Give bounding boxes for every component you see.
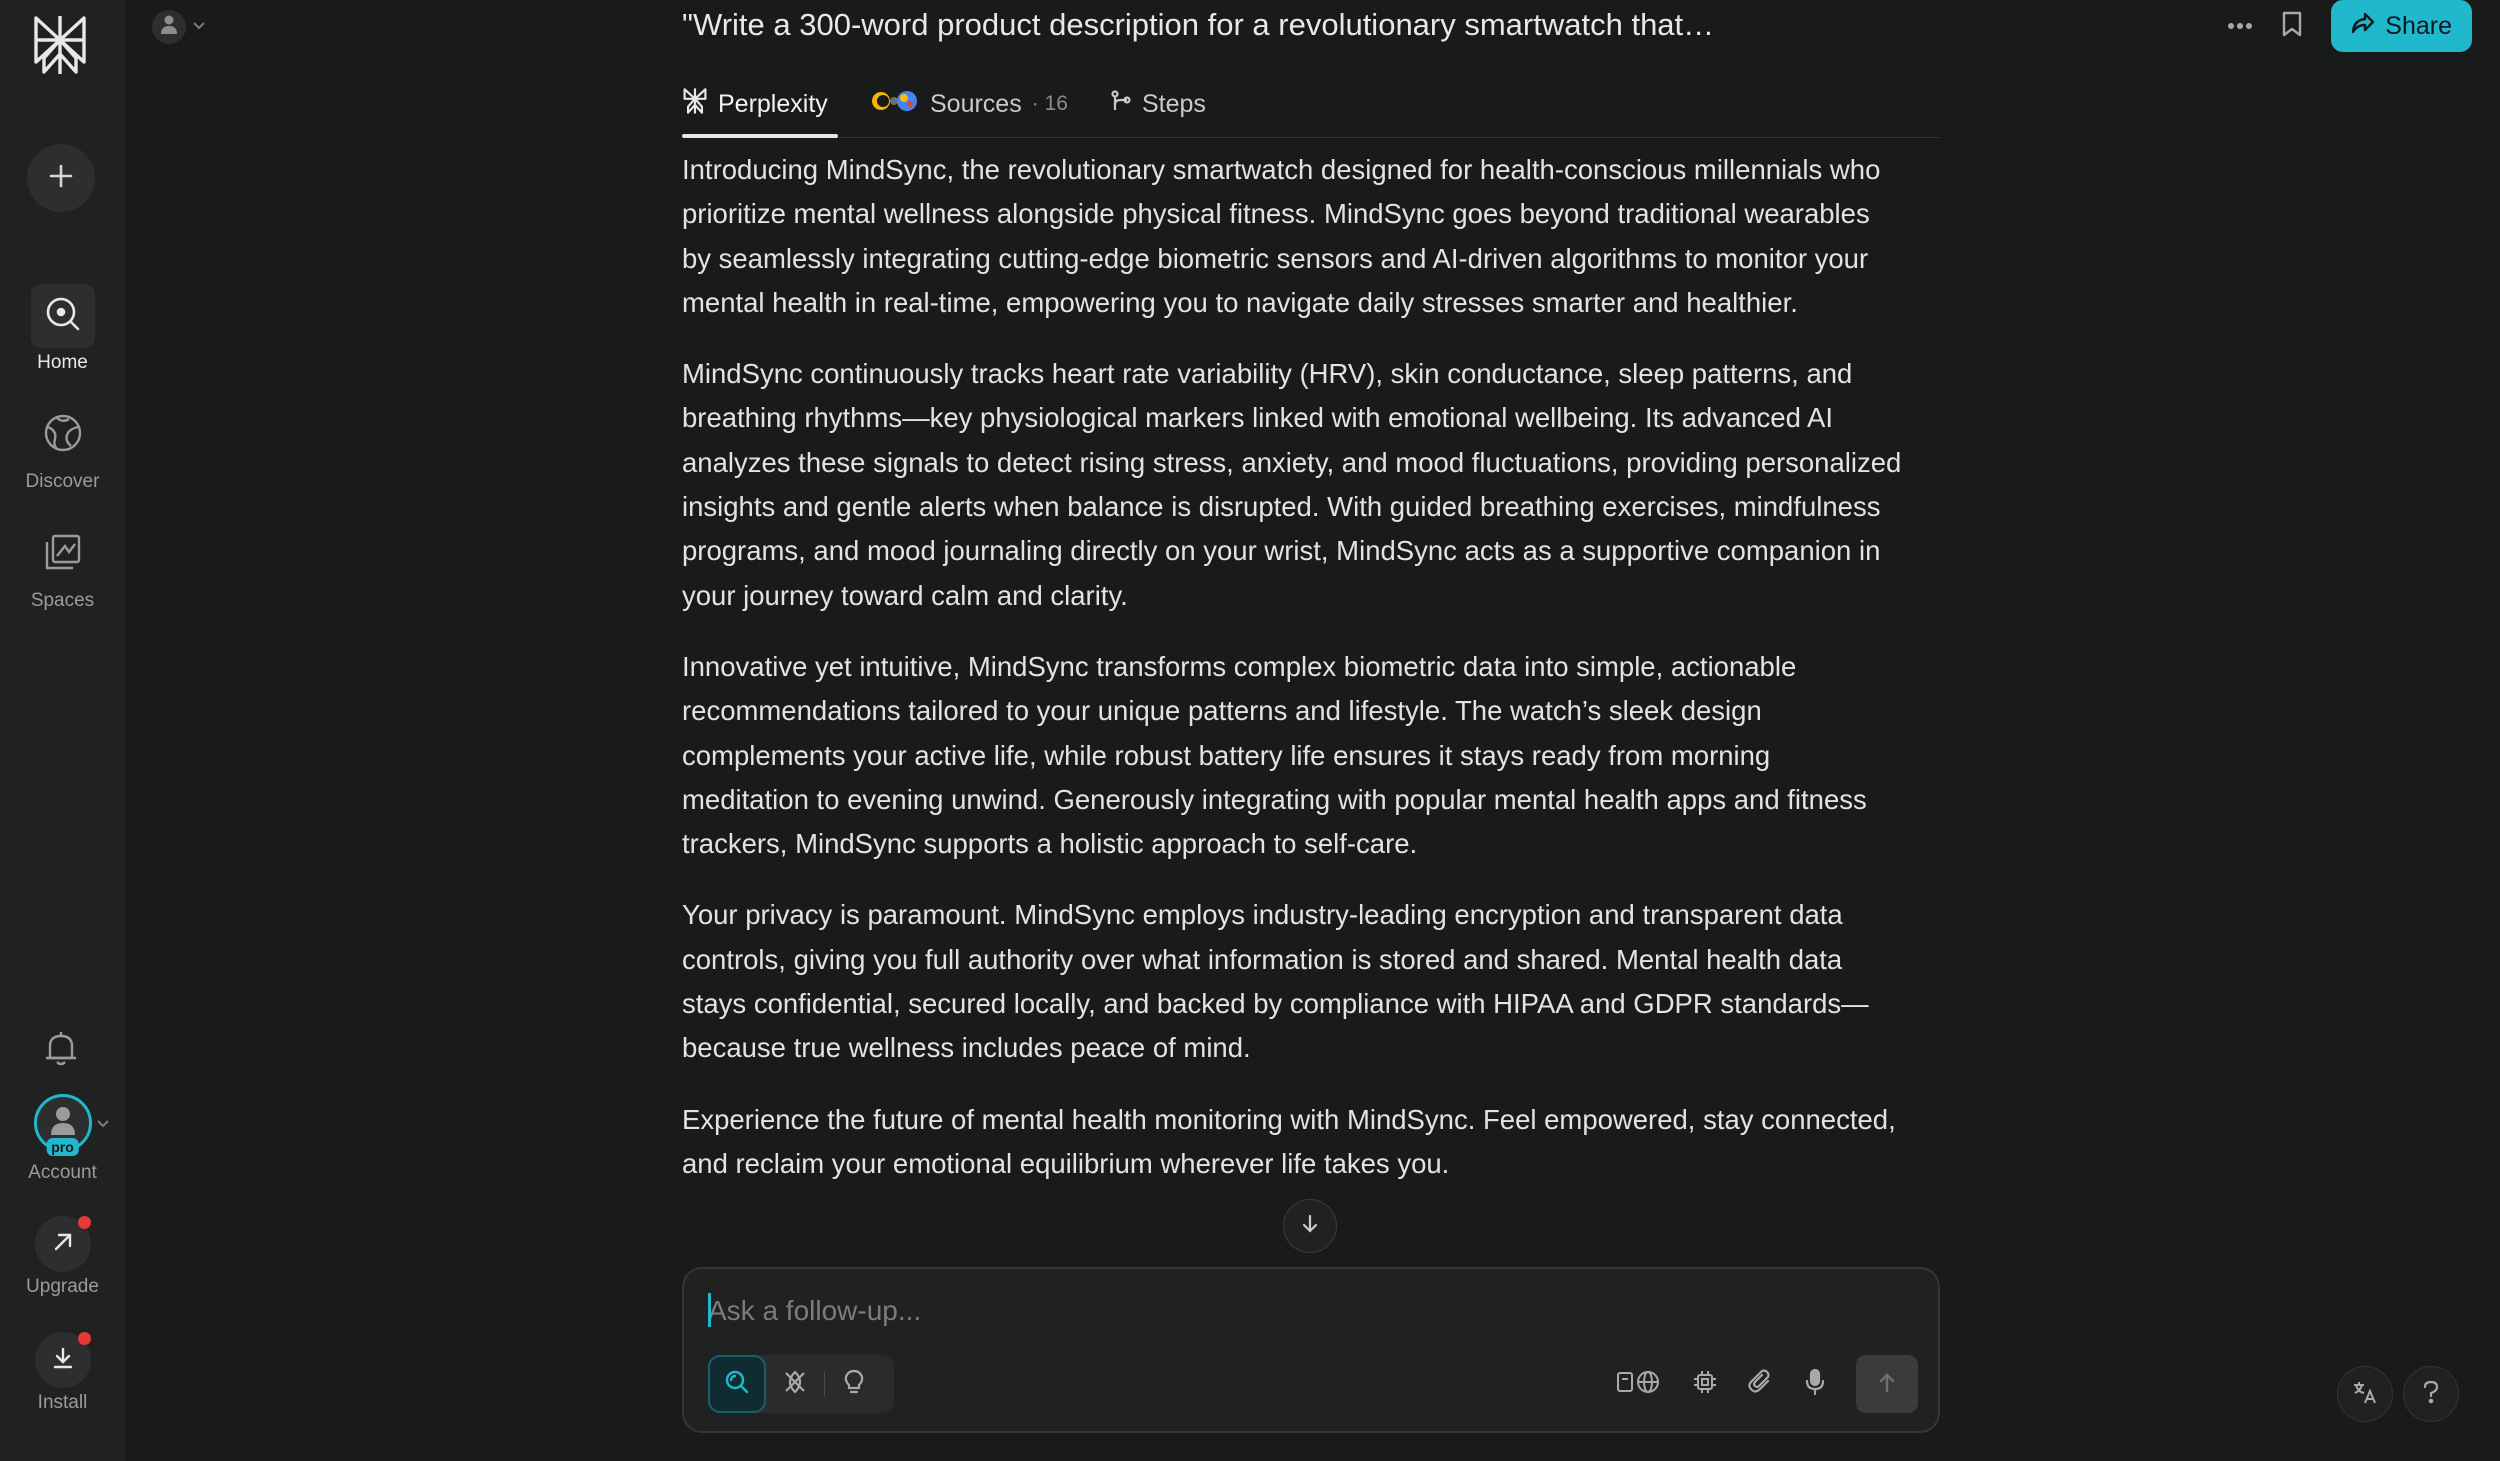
workspace-user-menu[interactable] [152, 10, 206, 44]
sources-selector-button[interactable] [1616, 1369, 1662, 1400]
sidebar-item-label: Discover [25, 471, 100, 492]
chevron-down-icon [192, 18, 206, 36]
answer-paragraph: Introducing MindSync, the revolutionary smartwatch designed for health-conscious millennials who prioritize mental wellness alongside physical fitness. MindSync goes beyond traditional wearables by seamlessly integrating cutting-edge biometric sensors and AI-driven algorithms to monitor your mental health in real-time, empowering you to navigate daily stresses smarter and healthier. [682, 154, 1881, 318]
sources-globe-icon [1616, 1369, 1662, 1400]
tab-label: Perplexity [718, 89, 828, 118]
steps-branch-icon [1110, 89, 1132, 120]
avatar [34, 1094, 92, 1155]
model-selector-button[interactable] [1692, 1369, 1718, 1400]
user-icon [50, 1106, 76, 1141]
avatar [152, 10, 186, 44]
bell-icon [40, 1057, 82, 1074]
answer-body [682, 148, 1902, 1213]
sidebar-item-label: Home [37, 352, 88, 373]
perplexity-logo-icon [682, 87, 708, 122]
mode-research-button[interactable] [766, 1355, 824, 1413]
tab-perplexity[interactable] [682, 70, 828, 138]
help-button[interactable] [2403, 1366, 2459, 1422]
answer-paragraph: Innovative yet intuitive, MindSync transforms complex biometric data into simple, actionable recommendations tailored to your unique patterns and lifestyle. The watch’s sleek design complements your active life, while robust battery life ensures it stays ready from morning meditation to evening unwind. Generously integrating with popular mental health apps and fitness trackers, MindSync supports a holistic approach to self-care. [682, 650, 1867, 860]
account-button[interactable] [0, 1094, 125, 1184]
install-button[interactable] [0, 1332, 125, 1414]
mode-search-button[interactable] [708, 1355, 766, 1413]
globe-icon [43, 413, 83, 458]
user-icon [160, 15, 178, 40]
download-icon [51, 1346, 75, 1375]
perplexity-logo-icon[interactable] [30, 14, 90, 76]
arrow-up-right-icon [52, 1231, 74, 1258]
microphone-icon [1804, 1368, 1826, 1401]
composer-tools [1616, 1355, 1918, 1413]
sidebar-item-home[interactable] [0, 284, 125, 374]
tab-label: Steps [1142, 89, 1206, 118]
research-atom-icon [782, 1369, 808, 1400]
answer-paragraph: Your privacy is paramount. MindSync employs industry-leading encryption and transparent data controls, giving you full authority over what information is stored and shared. Mental health data stays confidential, secured locally, and backed by compliance with HIPAA and GDPR standards—because true wellness includes peace of mind. [682, 899, 1869, 1064]
cpu-chip-icon [1692, 1369, 1718, 1400]
share-icon [2351, 12, 2375, 41]
lightbulb-icon [843, 1368, 865, 1401]
tab-label: Sources [930, 89, 1022, 118]
upgrade-button[interactable] [0, 1216, 125, 1298]
language-button[interactable] [2337, 1366, 2393, 1422]
share-label: Share [2385, 11, 2452, 40]
account-label: Account [28, 1162, 97, 1183]
paperclip-icon [1748, 1369, 1774, 1400]
attach-button[interactable] [1748, 1369, 1774, 1400]
answer-paragraph: Experience the future of mental health monitoring with MindSync. Feel empowered, stay connected, and reclaim your emotional equilibrium wherever life takes you. [682, 1103, 1896, 1179]
plus-icon [48, 163, 74, 194]
mode-labs-button[interactable] [825, 1355, 883, 1413]
help-question-icon [2421, 1379, 2441, 1410]
result-tabs [682, 70, 1940, 138]
answer-paragraph: MindSync continuously tracks heart rate variability (HRV), skin conductance, sleep patterns, and breathing rhythms—key physiological markers linked with emotional wellbeing. Its advanced AI analyzes these signals to detect rising stress, anxiety, and mood fluctuations, providing personalized insights and gentle alerts when balance is disrupted. With guided breathing exercises, mindfulness programs, and mood journaling directly on your wrist, MindSync acts as a supportive companion in your journey toward calm and clarity. [682, 358, 1902, 611]
source-favicons-icon [870, 88, 920, 121]
install-label: Install [37, 1392, 88, 1413]
bookmark-icon[interactable] [2281, 10, 2303, 43]
spaces-icon [43, 532, 83, 577]
home-search-icon [44, 295, 82, 338]
thread-title: "Write a 300-word product description for a revolutionary smartwatch that… [682, 7, 1715, 42]
chevron-down-icon[interactable] [96, 1116, 110, 1134]
text-cursor [708, 1293, 711, 1327]
arrow-up-icon [1877, 1371, 1897, 1398]
thread-actions [2227, 0, 2472, 52]
follow-up-input[interactable] [708, 1291, 1858, 1331]
submit-button[interactable] [1856, 1355, 1918, 1413]
sidebar [0, 0, 125, 1461]
voice-input-button[interactable] [1804, 1368, 1826, 1401]
share-button[interactable] [2331, 0, 2472, 52]
sidebar-item-spaces[interactable] [0, 522, 125, 612]
tab-steps[interactable] [1110, 70, 1206, 138]
notification-dot [78, 1216, 91, 1229]
upgrade-label: Upgrade [26, 1276, 99, 1297]
sidebar-item-discover[interactable] [0, 403, 125, 493]
notifications-button[interactable] [40, 1028, 82, 1075]
more-options-icon[interactable] [2227, 17, 2253, 35]
arrow-down-icon [1300, 1213, 1320, 1240]
notification-dot [78, 1332, 91, 1345]
sources-count: · 16 [1031, 92, 1068, 115]
search-icon [724, 1369, 750, 1400]
pro-badge: pro [46, 1138, 79, 1156]
new-thread-button[interactable] [27, 144, 95, 212]
scroll-to-bottom-button[interactable] [1283, 1199, 1337, 1253]
translate-icon [2352, 1379, 2378, 1410]
sidebar-item-label: Spaces [30, 590, 95, 611]
active-tab-indicator [682, 134, 838, 138]
tab-sources[interactable] [870, 70, 1068, 138]
search-mode-selector [708, 1355, 894, 1413]
follow-up-composer [682, 1267, 1940, 1433]
